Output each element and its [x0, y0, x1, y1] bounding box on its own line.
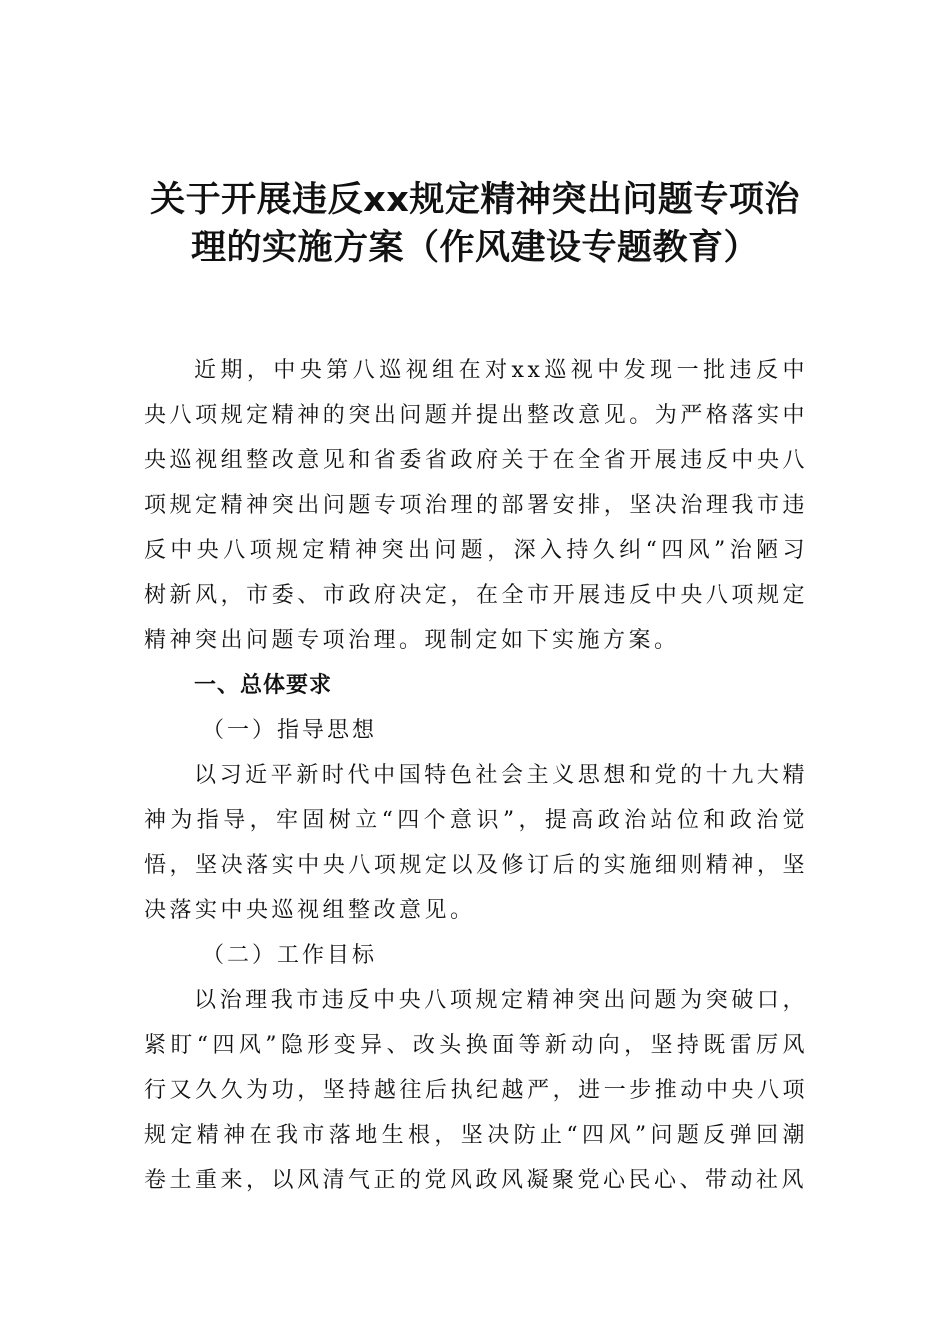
document-body: [144, 348, 808, 1203]
section-heading: 一、总体要求: [194, 673, 333, 698]
document-title-line-1: 关于开展违反xx规定精神突出问题专项治: [150, 180, 800, 220]
body-paragraph: 以习近平新时代中国特色社会主义思想和党的十九大精神为指导，牢固树立“四个意识”，提高政治站位和政治觉悟，坚决落实中央八项规定以及修订后的实施细则精神，坚决落实中央巡视组整改意见。: [144, 763, 808, 923]
document-title-line-2: 理的实施方案（作风建设专题教育）: [190, 228, 759, 268]
subsection-heading: （二）工作目标: [202, 943, 378, 968]
subsection-heading: （一）指导思想: [202, 718, 378, 743]
intro-paragraph: 近期，中央第八巡视组在对xx巡视中发现一批违反中央八项规定精神的突出问题并提出整改意见。为严格落实中央巡视组整改意见和省委省政府关于在全省开展违反中央八项规定精神突出问题专项治理的部署安排，坚决治理我市违反中央八项规定精神突出问题，深入持久纠“四风”治陋习树新风，市委、市政府决定，在全市开展违反中央八项规定精神突出问题专项治理。现制定如下实施方案。: [144, 358, 808, 653]
body-paragraph: 以治理我市违反中央八项规定精神突出问题为突破口，紧盯“四风”隐形变异、改头换面等新动向，坚持既雷厉风行又久久为功，坚持越往后执纪越严，进一步推动中央八项规定精神在我市落地生根，坚决防止“四风”问题反弹回潮卷土重来，以风清气正的党风政风凝聚党心民心、带动社风: [144, 988, 808, 1193]
